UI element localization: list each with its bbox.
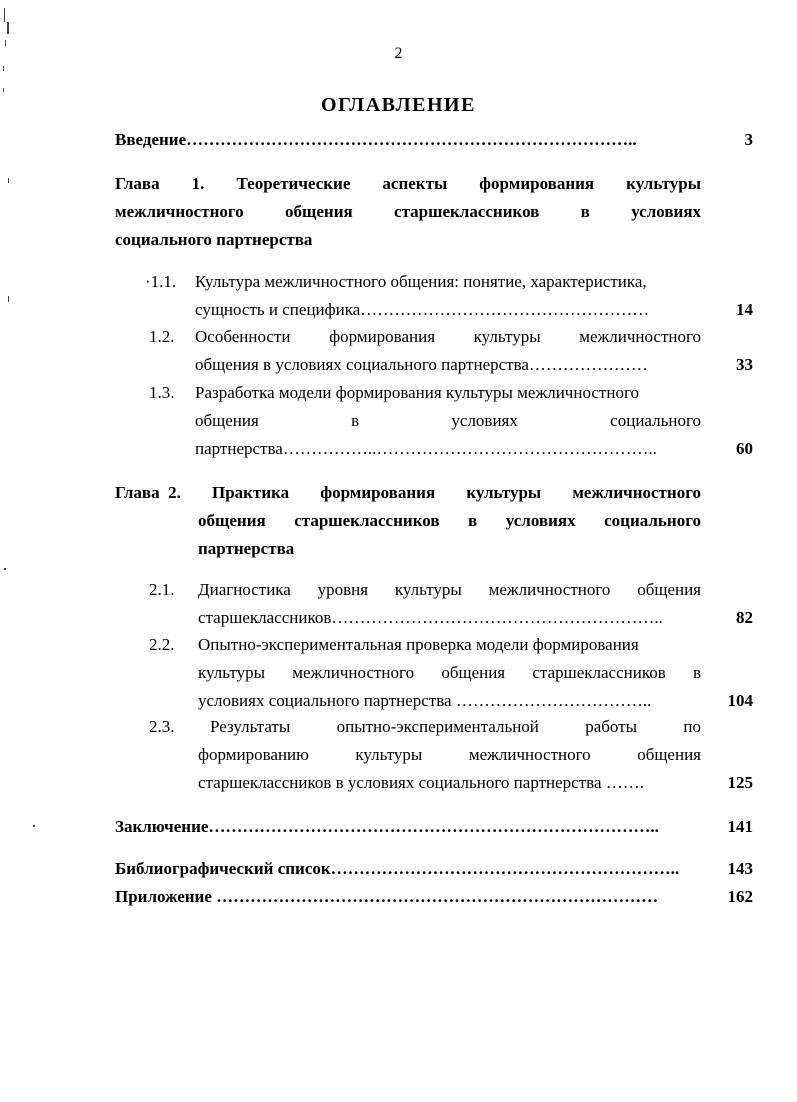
section-number: 2.3. — [149, 717, 175, 736]
toc-page-number: 14 — [736, 300, 753, 319]
entry-word: межличностного — [468, 745, 591, 764]
entry-word: по — [683, 717, 701, 736]
title-word: культуры — [466, 483, 542, 502]
chapter-2-title-line-3: партнерства — [198, 539, 295, 558]
entry-word: общения — [637, 580, 701, 599]
toc-entry-1-3-line-3: партнерства……………..………………………………………….. — [195, 439, 657, 458]
dot-leader: …………………………………………………….. — [330, 859, 680, 878]
toc-entry-1-3-line-2 — [195, 410, 701, 432]
scan-mark — [8, 178, 9, 183]
entry-word: общения — [195, 411, 259, 430]
entry-word: формированию — [198, 745, 309, 764]
toc-entry-1-3[interactable]: Разработка модели формирования культуры межличностного — [195, 383, 639, 402]
toc-entry-2-2-line-2 — [198, 662, 701, 684]
title-word: условиях — [631, 202, 701, 221]
toc-entry-1-2[interactable] — [195, 326, 701, 348]
title-word: условиях — [505, 511, 576, 530]
toc-entry-2-3-line-2 — [198, 744, 701, 766]
title-word: старшеклассников — [294, 511, 440, 530]
entry-word: старшеклассников — [532, 663, 666, 682]
toc-entry-conclusion[interactable] — [115, 816, 701, 838]
scan-mark — [4, 568, 6, 570]
chapter-1-title-line-2 — [115, 201, 701, 223]
title-word: Глава — [115, 174, 160, 193]
entry-word: условиях — [451, 411, 518, 430]
toc-entry-2-1-line-2: старшеклассников………………………………………………….. — [198, 608, 663, 627]
toc-entry-2-3-line-3: старшеклассников в условиях социального партнерства ……. — [198, 773, 644, 792]
title-word: культуры — [626, 174, 701, 193]
toc-entry-2-2[interactable]: Опытно-экспериментальная проверка модели формирования — [198, 635, 639, 654]
dot-leader: …………………………………………………………………… — [211, 887, 659, 906]
toc-entry-title: Библиографический список — [115, 859, 331, 878]
toc-entry-title: Введение — [115, 130, 187, 149]
toc-entry-title: Заключение — [115, 817, 209, 836]
entry-word: в — [693, 663, 701, 682]
toc-page-number: 141 — [727, 817, 753, 836]
entry-word: работы — [585, 717, 638, 736]
entry-word: культуры — [355, 745, 423, 764]
title-word: Глава — [115, 483, 160, 502]
entry-word: межличностного — [292, 663, 415, 682]
title-word: 2. — [168, 483, 181, 502]
scan-mark — [7, 22, 9, 34]
scan-mark — [33, 825, 35, 827]
entry-word: общения — [637, 745, 701, 764]
entry-word: культуры — [473, 327, 541, 346]
section-number: 2.2. — [149, 635, 175, 654]
scan-mark — [3, 66, 4, 71]
entry-word: Диагностика — [198, 580, 291, 599]
page-number: 2 — [394, 45, 403, 62]
entry-word: культуры — [198, 663, 265, 682]
title-word: формирования — [320, 483, 436, 502]
title-word: 1. — [191, 174, 205, 193]
chapter-1-title-line-3: социального партнерства — [115, 230, 313, 249]
toc-entry-1-1-line-2: сущность и специфика…………………………………………… — [195, 300, 650, 319]
dot-leader: …………………………………………………………………….. — [208, 817, 659, 836]
entry-word: Результаты — [210, 717, 291, 736]
scan-mark — [4, 8, 5, 22]
title-word: общения — [198, 511, 266, 530]
title-word: межличностного — [115, 202, 244, 221]
page-title: ОГЛАВЛЕНИЕ — [321, 94, 476, 116]
entry-word: культуры — [394, 580, 462, 599]
chapter-2-title[interactable] — [212, 482, 701, 504]
toc-entry-2-1[interactable] — [198, 579, 701, 601]
entry-word: формирования — [329, 327, 436, 346]
toc-page-number: 143 — [727, 859, 753, 878]
title-word: Практика — [212, 483, 290, 502]
toc-page-number: 162 — [727, 887, 753, 906]
toc-page-number: 82 — [736, 608, 753, 627]
toc-entry-title: Приложение — [115, 887, 212, 906]
dot-leader: …………………………………………………………………….. — [186, 130, 637, 149]
title-word: социального — [604, 511, 701, 530]
toc-page-number: 60 — [736, 439, 753, 458]
toc-entry-appendix[interactable] — [115, 886, 701, 908]
chapter-1-title[interactable] — [115, 173, 701, 195]
entry-word: межличностного — [488, 580, 611, 599]
section-number: 1.2. — [149, 327, 175, 346]
entry-word: опытно-экспериментальной — [336, 717, 539, 736]
entry-word: в — [351, 411, 360, 430]
section-number: ·1.1. — [145, 272, 177, 291]
toc-page-number: 33 — [736, 355, 753, 374]
entry-word: Особенности — [195, 327, 291, 346]
title-word: межличностного — [572, 483, 701, 502]
entry-word: социального — [610, 411, 701, 430]
entry-word: общения — [441, 663, 506, 682]
title-word: в — [468, 511, 478, 530]
toc-entry-introduction[interactable] — [115, 129, 701, 151]
title-word: общения — [285, 202, 353, 221]
toc-page-number: 3 — [744, 130, 753, 149]
chapter-2-title-line-2 — [198, 510, 701, 532]
title-word: формирования — [479, 174, 595, 193]
toc-page-number: 104 — [727, 691, 753, 710]
title-word: старшеклассников — [394, 202, 540, 221]
toc-entry-2-3[interactable] — [210, 716, 701, 738]
toc-entry-1-2-line-2: общения в условиях социального партнерства………………… — [195, 355, 648, 374]
toc-entry-bibliography[interactable] — [115, 858, 701, 880]
toc-page-number: 125 — [727, 773, 753, 792]
section-number: 2.1. — [149, 580, 175, 599]
toc-entry-2-2-line-3: условиях социального партнерства …………………………….. — [198, 691, 652, 710]
entry-word: уровня — [317, 580, 369, 599]
title-word: в — [580, 202, 590, 221]
section-number: 1.3. — [149, 383, 175, 402]
chapter-2-label — [115, 482, 200, 504]
entry-word: межличностного — [579, 327, 701, 346]
toc-entry-1-1[interactable]: Культура межличностного общения: понятие, характеристика, — [195, 272, 647, 291]
title-word: Теоретические — [236, 174, 351, 193]
scan-mark — [8, 296, 9, 302]
title-word: аспекты — [382, 174, 448, 193]
